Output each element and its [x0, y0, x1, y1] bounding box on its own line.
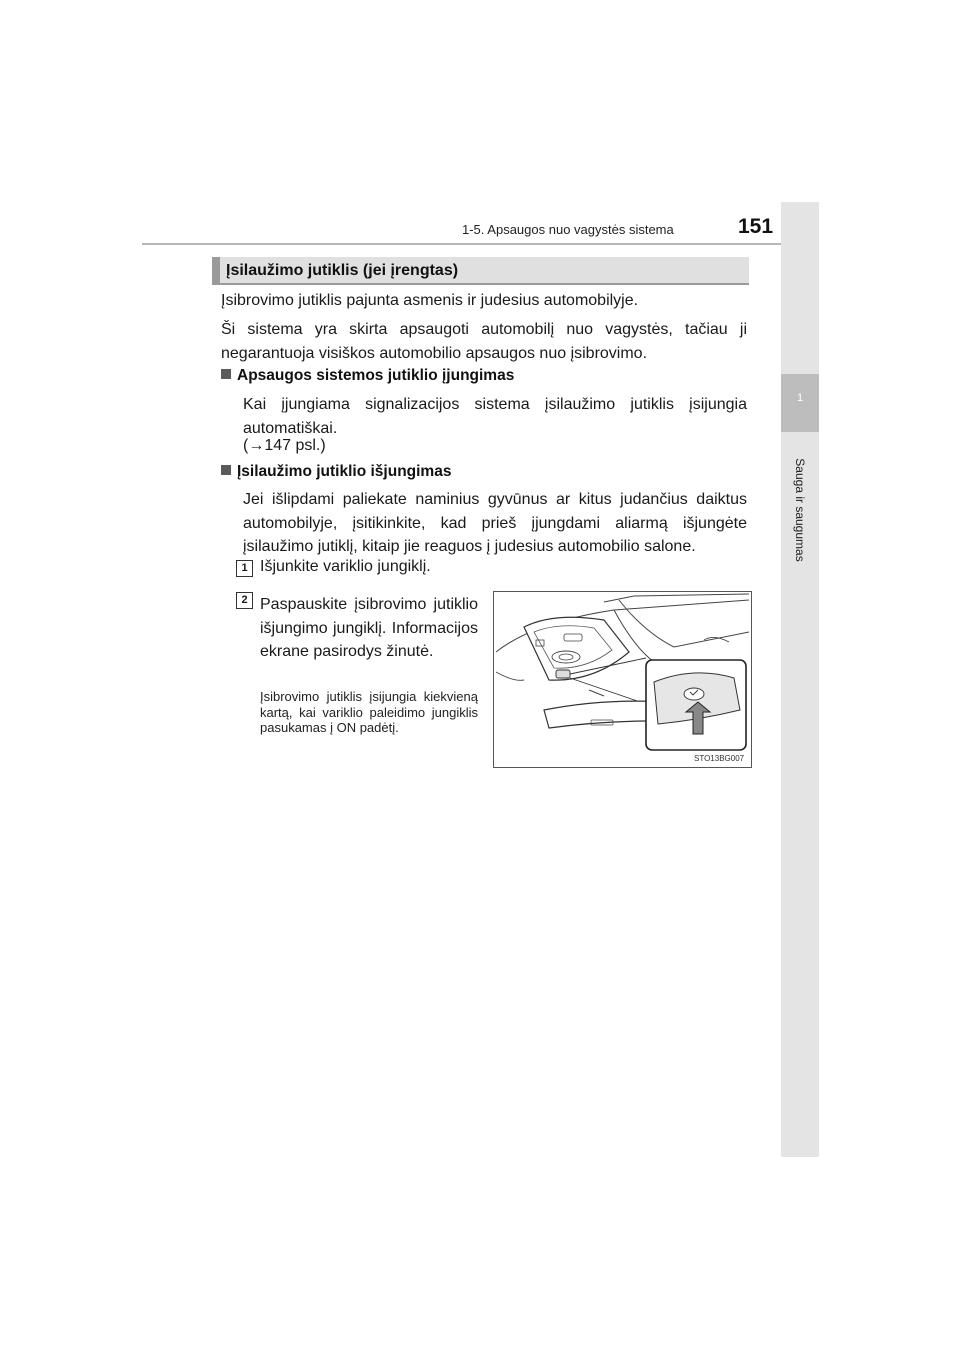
- header-rule: [142, 243, 818, 245]
- subsection-text-deactivation: Jei išlipdami paliekate naminius gyvūnus ar kitus judančius daiktus automobilyje, įsitikinkite, kad prieš įjungdami aliarmą išjungėte įsilaužimo jutiklį, kitaip jie reaguos į judesius automobilio salone.: [243, 491, 747, 555]
- subsection-heading-text: Įsilaužimo jutiklio išjungimas: [237, 463, 452, 480]
- step-number-1: 1: [236, 560, 253, 577]
- subsection-text-activation: Kai įjungiama signalizacijos sistema įsilaužimo jutiklis įsijungia automatiškai.: [243, 396, 747, 437]
- section-heading-accent: [212, 257, 220, 285]
- side-chapter-title: Sauga ir saugumas: [793, 458, 807, 562]
- side-chapter-number: 1: [796, 392, 804, 404]
- intro-paragraph-1: Įsibrovimo jutiklis pajunta asmenis ir judesius automobilyje.: [221, 292, 639, 309]
- side-chapter-strip: [781, 202, 819, 1157]
- page-reference: (→147 psl.): [243, 437, 326, 454]
- square-bullet-icon: [221, 465, 231, 475]
- step-note-2: Įsibrovimo jutiklis įsijungia kiekvieną kartą, kai variklio paleidimo jungiklis pasukamas į ON padėtį.: [260, 689, 478, 735]
- overhead-console-switch-illustration: [493, 591, 752, 768]
- console-switch-drawing: [494, 592, 751, 767]
- illustration-code: STO13BG007: [694, 754, 745, 763]
- subsection-heading-activation: [221, 367, 514, 385]
- intro-paragraph-2: Ši sistema yra skirta apsaugoti automobilį nuo vagystės, tačiau ji negarantuoja visiškos automobilio apsaugos nuo įsibrovimo.: [221, 321, 747, 362]
- subsection-heading-text: Apsaugos sistemos jutiklio įjungimas: [237, 367, 515, 384]
- step-number-2: 2: [236, 592, 253, 609]
- step-text-1: Išjunkite variklio jungiklį.: [260, 558, 431, 575]
- header-section-title: 1-5. Apsaugos nuo vagystės sistema: [462, 222, 674, 237]
- subsection-heading-deactivation: [221, 463, 451, 481]
- page-number: 151: [738, 215, 774, 238]
- step-text-2: Paspauskite įsibrovimo jutiklio išjungimo jungiklį. Informacijos ekrane pasirodys žinutė.: [260, 596, 478, 660]
- square-bullet-icon: [221, 369, 231, 379]
- section-heading: Įsilaužimo jutiklis (jei įrengtas): [226, 262, 459, 279]
